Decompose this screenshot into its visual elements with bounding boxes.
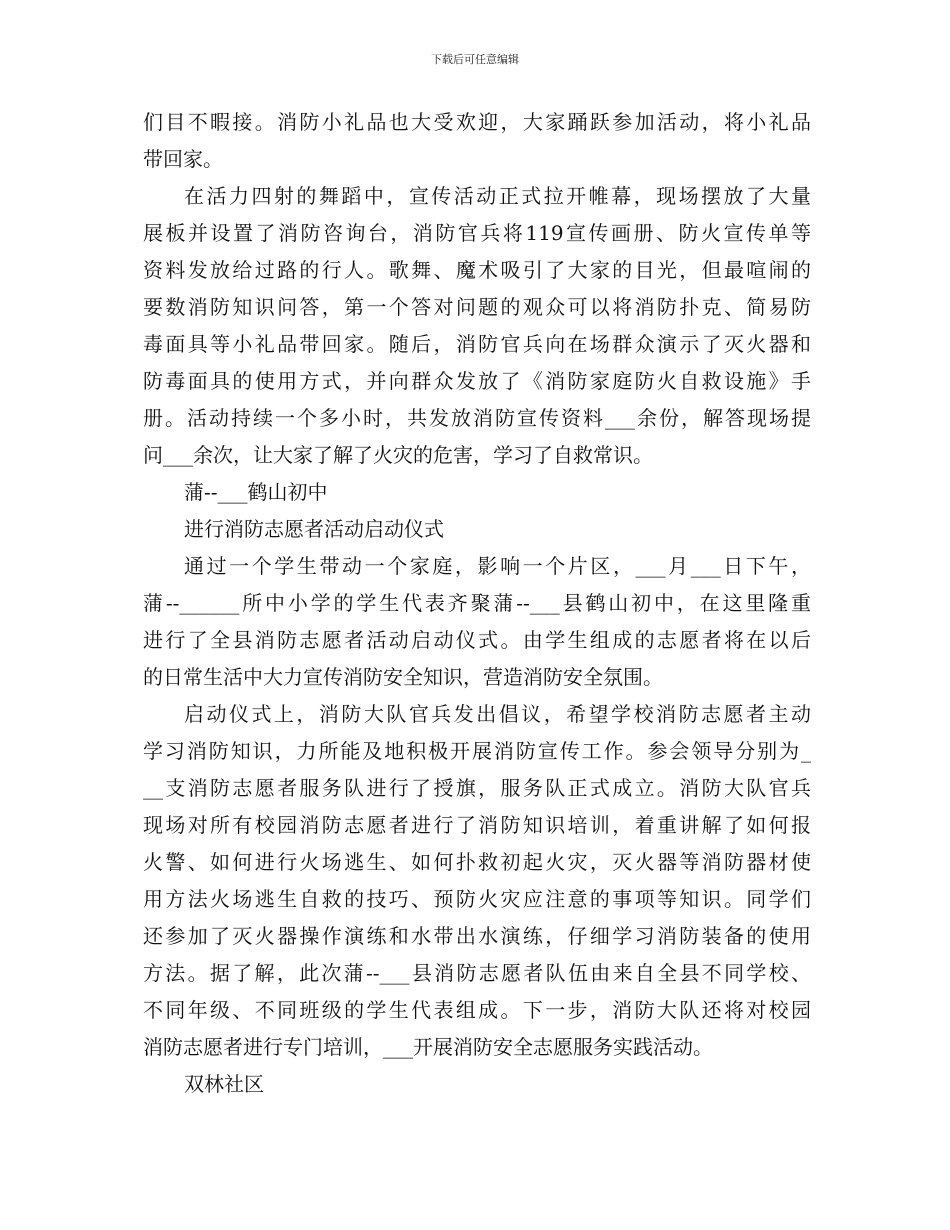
text-line: 学习消防知识，力所能及地积极开展消防宣传工作。参会领导分别为_ [143,739,811,763]
text-line: 不同年级、不同班级的学生代表组成。下一步，消防大队还将对校园 [143,998,811,1022]
document-body [143,104,811,1103]
text-line: __支消防志愿者服务队进行了授旗，服务队正式成立。消防大队官兵 [143,776,811,800]
text-line: 资料发放给过路的行人。歌舞、魔术吸引了大家的目光，但最喧闹的 [143,258,811,282]
text-line: 在活力四射的舞蹈中，宣传活动正式拉开帷幕，现场摆放了大量 [184,184,811,208]
paragraph [143,511,811,548]
page-header: 下载后可任意编辑 [431,53,519,66]
paragraph [143,178,811,474]
text-line: 双林社区 [184,1072,264,1096]
text-line: 方法。据了解，此次蒲--___县消防志愿者队伍由来自全县不同学校、 [143,961,811,985]
paragraph [143,1066,811,1103]
text-line: 通过一个学生带动一个家庭，影响一个片区，___月___日下午， [184,554,811,578]
text-line: 火警、如何进行火场逃生、如何扑救初起火灾，灭火器等消防器材使 [143,850,811,874]
text-line: 启动仪式上，消防大队官兵发出倡议，希望学校消防志愿者主动 [184,702,811,726]
paragraph [143,548,811,696]
text-line: 带回家。 [143,147,223,171]
text-line: 进行消防志愿者活动启动仪式 [184,517,444,541]
text-line: 蒲--______所中小学的学生代表齐聚蒲--___县鹤山初中，在这里隆重 [143,591,811,615]
paragraph [143,474,811,511]
text-line: 问___余次，让大家了解了火灾的危害，学习了自救常识。 [143,443,653,467]
text-line: 展板并设置了消防咨询台，消防官兵将119宣传画册、防火宣传单等 [143,221,811,245]
text-line: 蒲--___鹤山初中 [184,480,328,504]
paragraph [143,696,811,1066]
text-line: 册。活动持续一个多小时，共发放消防宣传资料___余份，解答现场提 [143,406,811,430]
text-line: 防毒面具的使用方式，并向群众发放了《消防家庭防火自救设施》手 [143,369,811,393]
text-line: 的日常生活中大力宣传消防安全知识，营造消防安全氛围。 [143,665,663,689]
text-line: 要数消防知识问答，第一个答对问题的观众可以将消防扑克、简易防 [143,295,811,319]
text-line: 进行了全县消防志愿者活动启动仪式。由学生组成的志愿者将在以后 [143,628,811,652]
text-line: 现场对所有校园消防志愿者进行了消防知识培训，着重讲解了如何报 [143,813,811,837]
text-line: 毒面具等小礼品带回家。随后，消防官兵向在场群众演示了灭火器和 [143,332,811,356]
paragraph [143,104,811,178]
text-line: 消防志愿者进行专门培训，___开展消防安全志愿服务实践活动。 [143,1035,713,1059]
text-line: 用方法火场逃生自救的技巧、预防火灾应注意的事项等知识。同学们 [143,887,811,911]
text-line: 还参加了灭火器操作演练和水带出水演练，仔细学习消防装备的使用 [143,924,811,948]
text-line: 们目不暇接。消防小礼品也大受欢迎，大家踊跃参加活动，将小礼品 [143,110,811,134]
